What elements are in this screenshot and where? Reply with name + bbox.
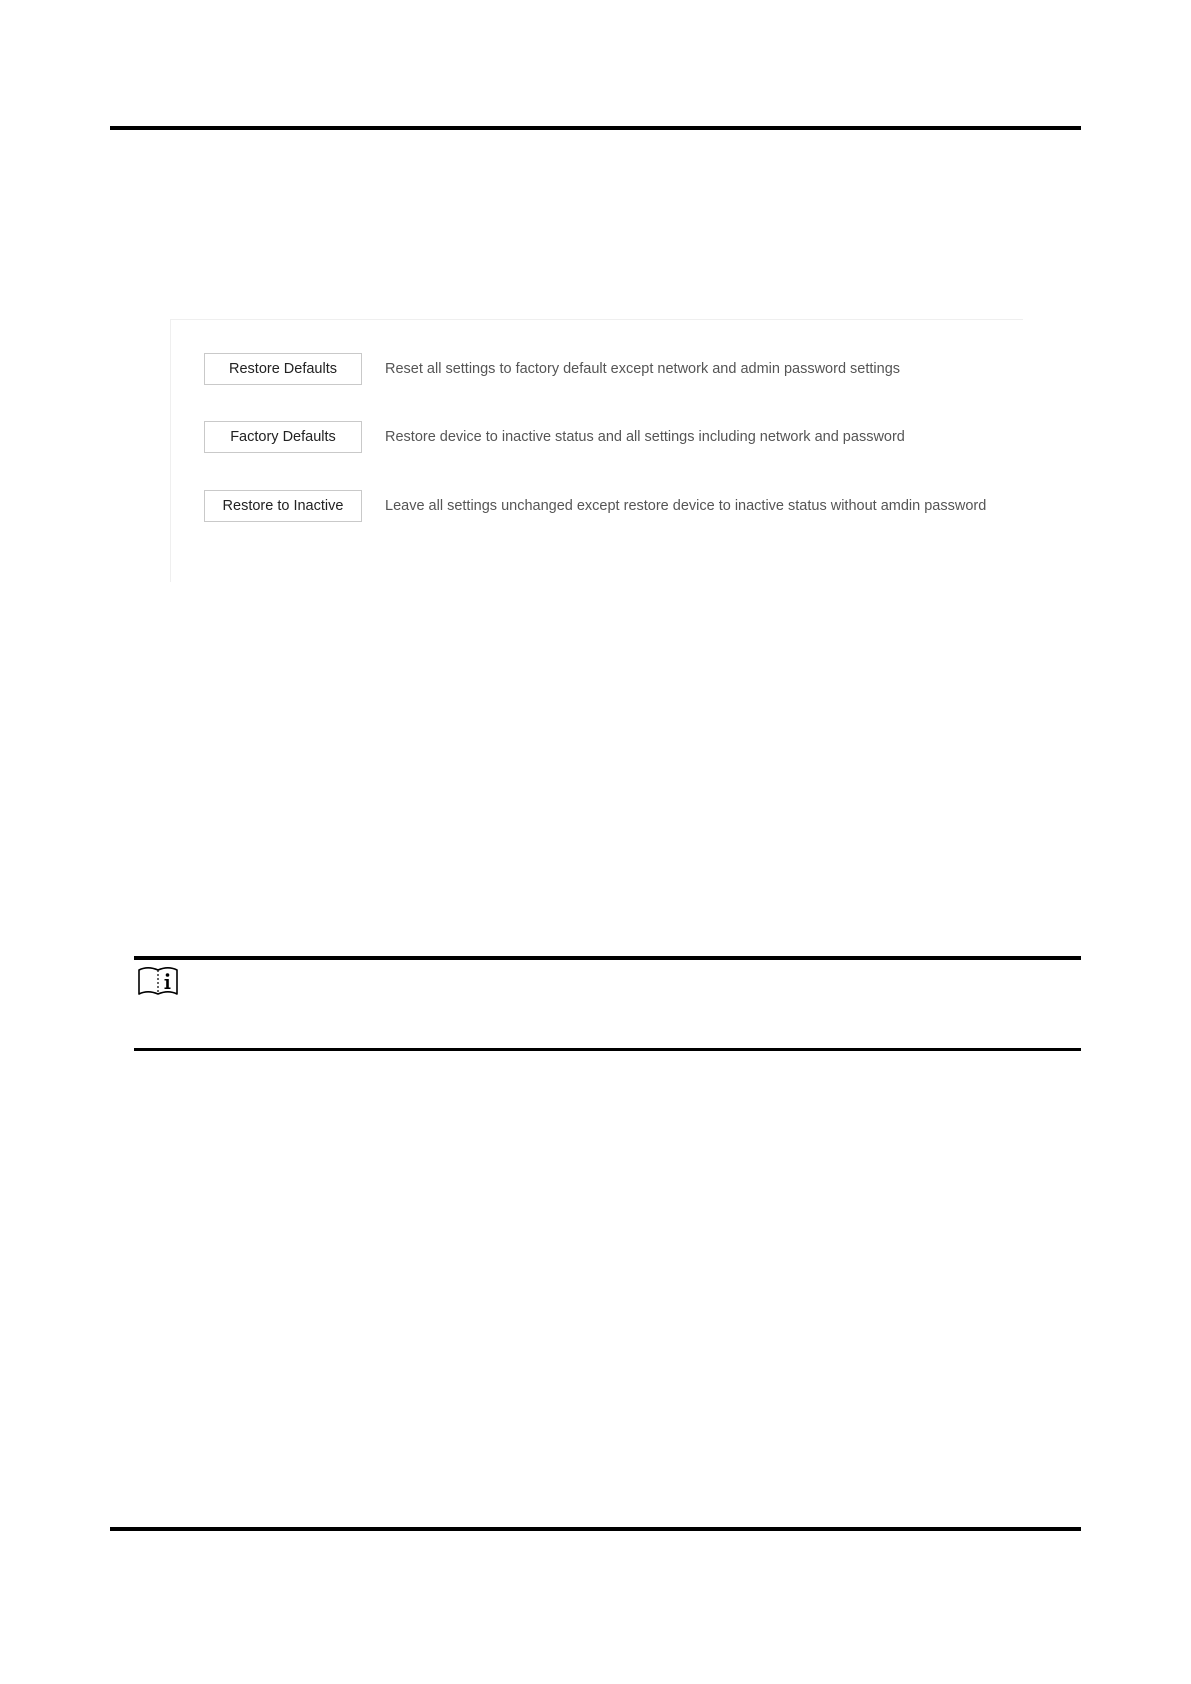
factory-defaults-button[interactable]: Factory Defaults <box>204 421 362 453</box>
note-top-rule <box>134 956 1081 960</box>
restore-defaults-button[interactable]: Restore Defaults <box>204 353 362 385</box>
restore-option-row <box>204 353 900 385</box>
note-box <box>134 956 1081 1052</box>
header-rule <box>110 126 1081 130</box>
note-book-info-icon <box>137 966 179 996</box>
restore-options-panel <box>170 319 1023 582</box>
restore-to-inactive-description: Leave all settings unchanged except restore device to inactive status without amdin password <box>385 498 987 514</box>
footer-rule <box>110 1527 1081 1531</box>
restore-option-row <box>204 421 905 453</box>
restore-defaults-description: Reset all settings to factory default except network and admin password settings <box>385 361 901 377</box>
restore-option-row <box>204 490 986 522</box>
note-bottom-rule <box>134 1048 1081 1051</box>
factory-defaults-description: Restore device to inactive status and all settings including network and password <box>385 429 905 445</box>
restore-to-inactive-button[interactable]: Restore to Inactive <box>204 490 362 522</box>
